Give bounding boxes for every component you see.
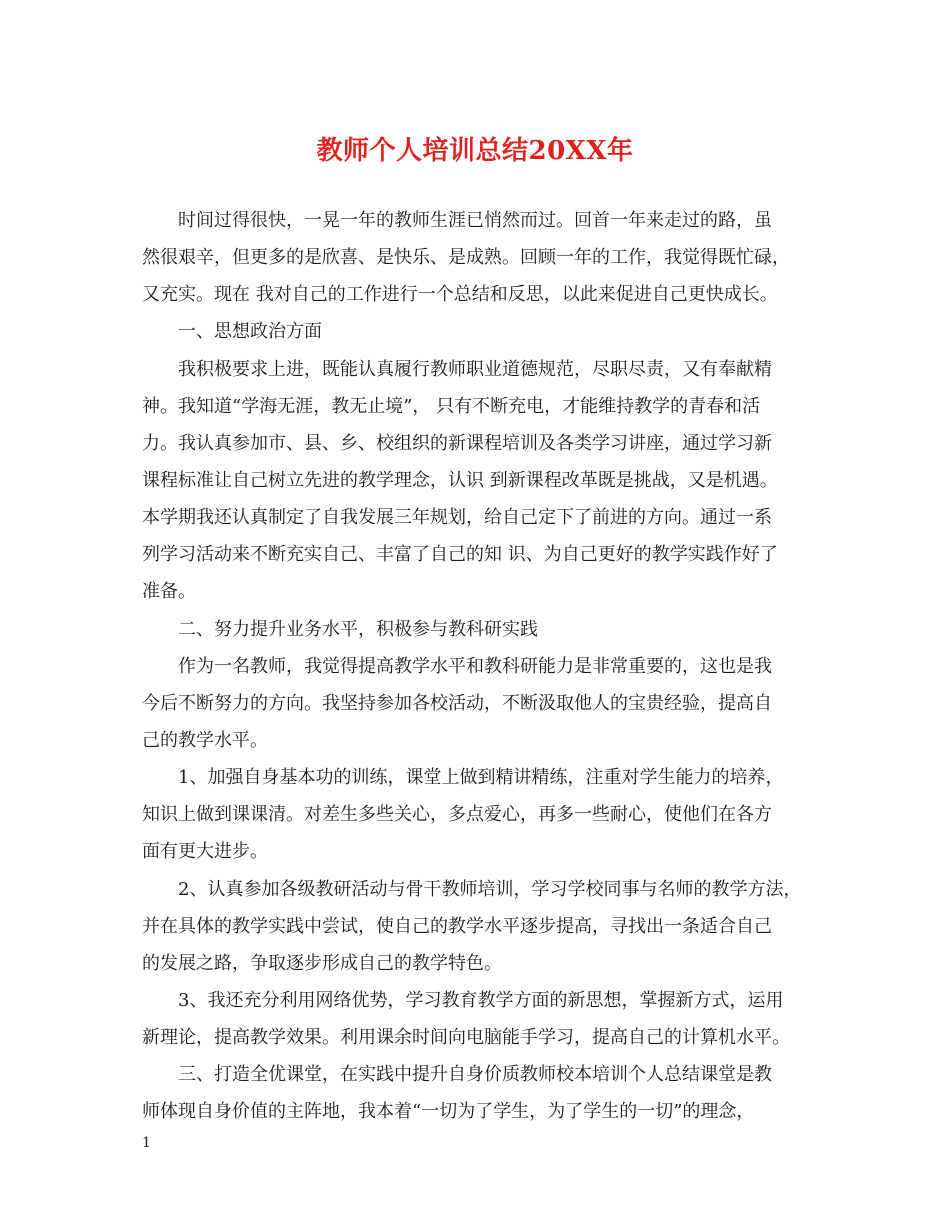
document-title: 教师个人培训总结20XX年 [316, 136, 634, 166]
text-line: 本学期我还认真制定了自我发展三年规划，给自己定下了前进的方向。通过一系 [142, 507, 772, 529]
text-line: 新理论，提高教学效果。利用课余时间向电脑能手学习，提高自己的计算机水平。 [142, 1027, 790, 1049]
document-body [142, 202, 812, 1131]
text-line: 1、加强自身基本功的训练，课堂上做到精讲精练，注重对学生能力的培养， [178, 767, 784, 789]
text-line: 课程标准让自己树立先进的教学理念，认识 到新课程改革既是挑战，又是机遇。 [142, 469, 778, 491]
text-line: 作为一名教师，我觉得提高教学水平和教科研能力是非常重要的，这也是我 [178, 655, 772, 677]
text-line: 一、思想政治方面 [178, 321, 322, 343]
text-line: 二、努力提升业务水平，积极参与教科研实践 [178, 618, 538, 640]
text-line: 然很艰辛，但更多的是欣喜、是快乐、是成熟。回顾一年的工作，我觉得既忙碌， [142, 247, 790, 269]
text-line: 3、我还充分利用网络优势，学习教育教学方面的新思想，掌握新方式，运用 [178, 989, 784, 1011]
text-line: 并在具体的教学实践中尝试，使自己的教学水平逐步提高，寻找出一条适合自己 [142, 915, 772, 937]
text-line: 神。我知道“学海无涯，教无止境”， 只有不断充电，才能维持教学的青春和活 [142, 395, 761, 417]
text-line: 今后不断努力的方向。我坚持参加各校活动，不断汲取他人的宝贵经验，提高自 [142, 692, 772, 714]
text-line: 的发展之路，争取逐步形成自己的教学特色。 [142, 952, 502, 974]
page-number: 1 [142, 1135, 151, 1151]
text-line: 知识上做到课课清。对差生多些关心，多点爱心，再多一些耐心，使他们在各方 [142, 804, 772, 826]
text-line: 己的教学水平。 [142, 729, 268, 751]
text-line: 三、打造全优课堂，在实践中提升自身价质教师校本培训个人总结课堂是教 [178, 1064, 772, 1086]
text-line: 力。我认真参加市、县、乡、校组织的新课程培训及各类学习讲座，通过学习新 [142, 432, 772, 454]
text-line: 面有更大进步。 [142, 841, 268, 863]
text-line: 师体现自身价值的主阵地，我本着“一切为了学生，为了学生的一切”的理念， [142, 1101, 755, 1123]
text-line: 列学习活动来不断充实自己、丰富了自己的知 识、为自己更好的教学实践作好了 [142, 544, 778, 566]
text-line: 准备。 [142, 581, 196, 603]
text-line: 我积极要求上进，既能认真履行教师职业道德规范，尽职尽责，又有奉献精 [178, 358, 772, 380]
text-line: 时间过得很快，一晃一年的教师生涯已悄然而过。回首一年来走过的路，虽 [178, 210, 772, 231]
text-line: 2、认真参加各级教研活动与骨干教师培训，学习学校同事与名师的教学方法， [178, 878, 802, 900]
text-line: 又充实。现在 我对自己的工作进行一个总结和反思，以此来促进自己更快成长。 [142, 284, 778, 306]
